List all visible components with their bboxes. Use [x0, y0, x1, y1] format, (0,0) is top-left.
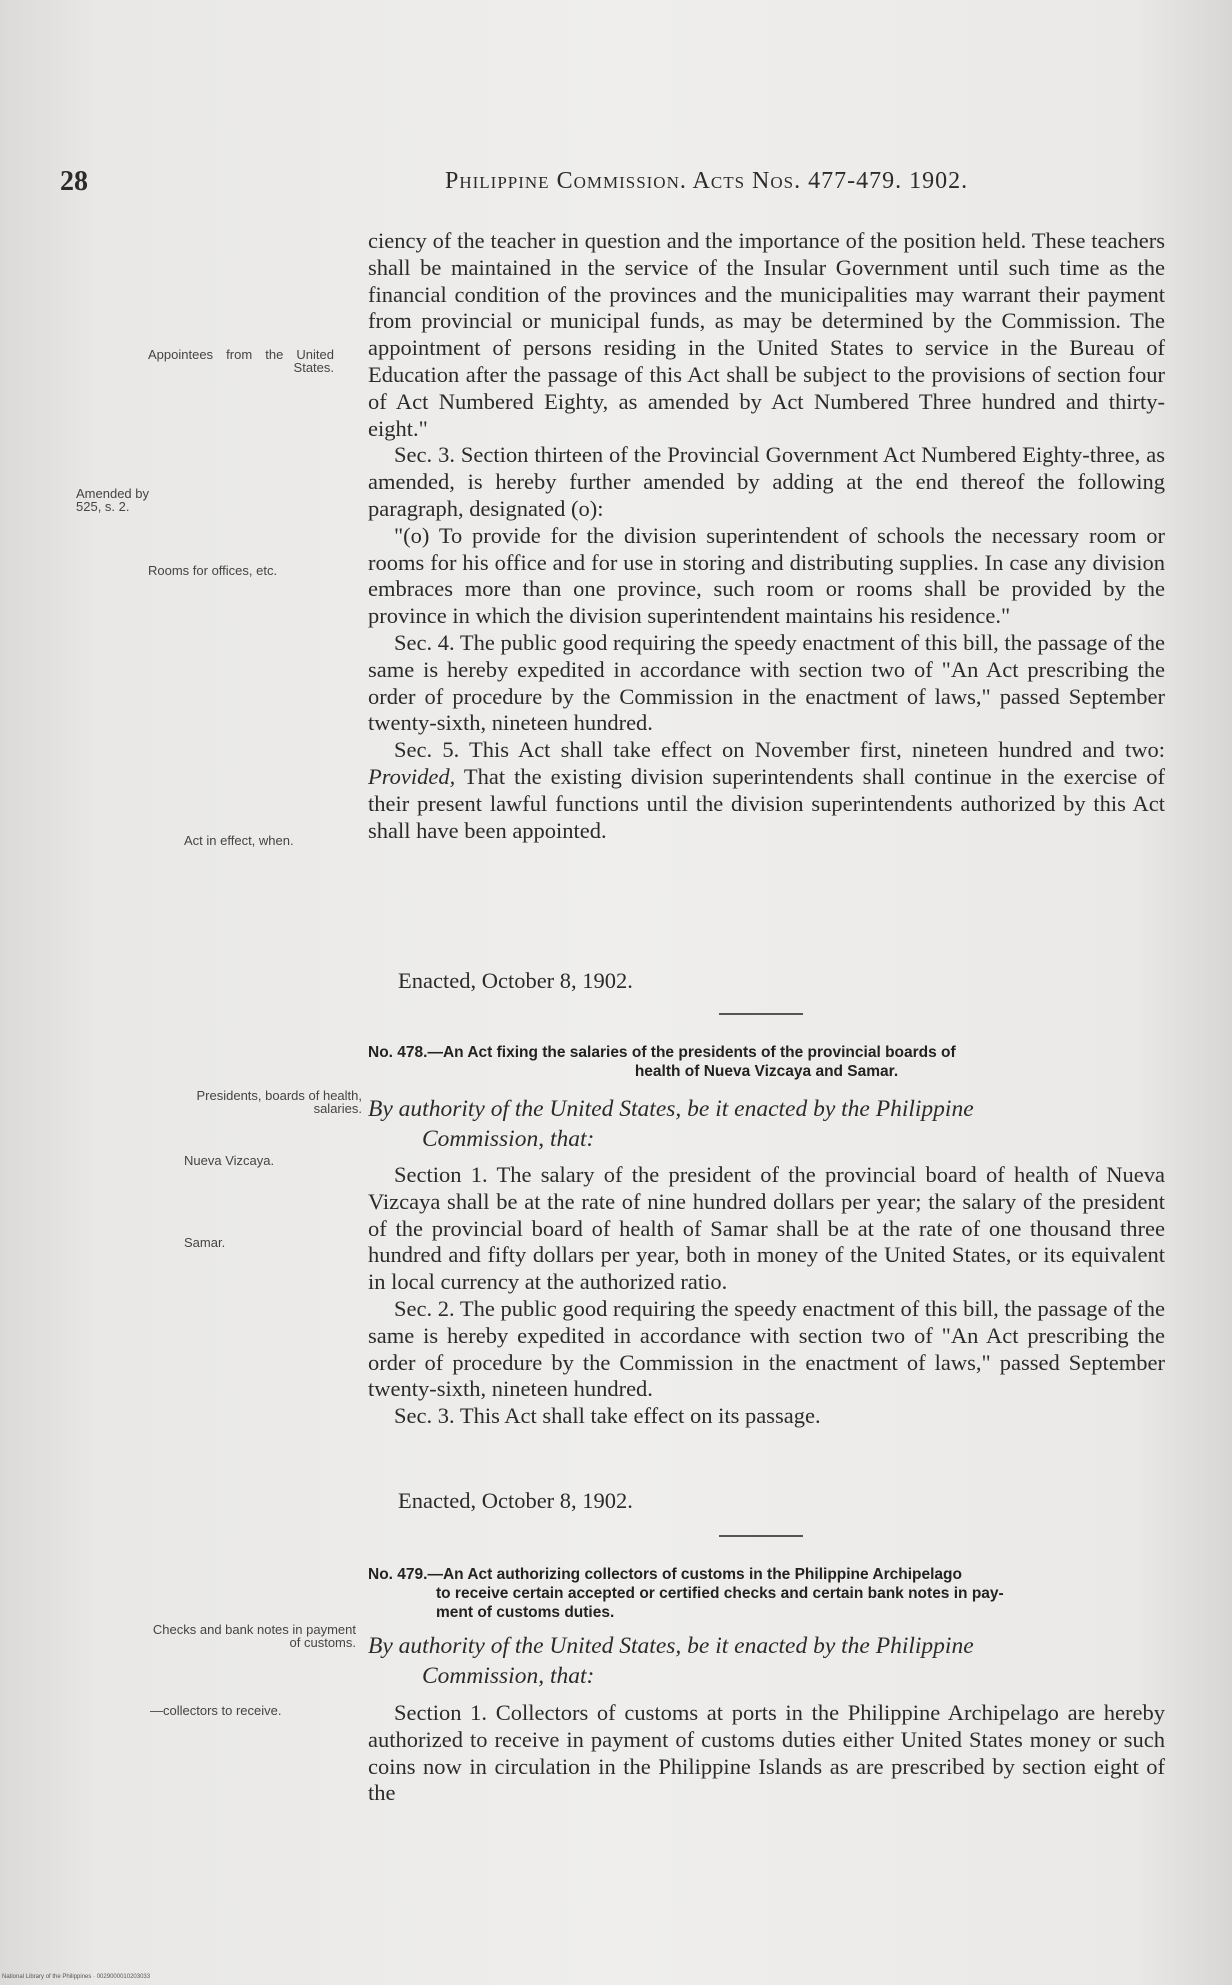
act479-title-line1: No. 479.—An Act authorizing collectors of customs in the Philippine Archipelago — [368, 1566, 962, 1583]
section-divider — [719, 1535, 803, 1537]
act479-title-line2: to receive certain accepted or certified checks and certain bank notes in pay- — [436, 1585, 1004, 1602]
margin-note-act-in-effect: Act in effect, when. — [184, 833, 294, 848]
act477-sec5 — [368, 737, 1165, 844]
margin-note-presidents: Presidents, boards of health, salaries. — [196, 1088, 362, 1116]
act479-title — [368, 1565, 1165, 1622]
act478-enacting-clause — [368, 1094, 1165, 1154]
page-number: 28 — [60, 166, 88, 197]
margin-note-checks: Checks and bank notes in payment of customs. — [152, 1622, 356, 1650]
act478-title — [368, 1043, 1165, 1081]
margin-note-amended: Amended by 525, s. 2. — [76, 486, 149, 514]
running-head: Philippine Commission. Acts Nos. 477-479. 1902. — [445, 168, 969, 194]
act479-body — [368, 1700, 1165, 1807]
margin-note-nueva-vizcaya: Nueva Vizcaya. — [184, 1153, 275, 1168]
scan-footer: National Library of the Philippines · 0029000010203033 — [2, 1974, 151, 1980]
act477-body — [368, 228, 1165, 844]
act477-sec3-quote: "(o) To provide for the division superintendent of schools the necessary room or rooms for his office and for use in storing and distributing supplies. In case any division embraces more than one province, such room or rooms shall be provided by the province in which the division superintendent maintains his residence." — [368, 522, 1165, 629]
act478-enacting-line1: By authority of the United States, be it enacted by the Philippine — [368, 1096, 974, 1122]
act477-sec5-provided: Provided, — [368, 763, 456, 789]
act477-sec3: Sec. 3. Section thirteen of the Provincial Government Act Numbered Eighty-three, as amended, is hereby further amended by adding at the end thereof the following paragraph, designated (o): — [368, 442, 1165, 521]
act477-para-continuation: ciency of the teacher in question and the importance of the position held. These teachers shall be maintained in the service of the Insular Government until such time as the financial condition of the provinces and the municipalities may warrant their payment from provincial or municipal funds, as may be determined by the Commission. The appointment of persons residing in the United States to service in the Bureau of Education after the passage of this Act shall be subject to the provisions of section four of Act Numbered Eighty, as amended by Act Numbered Three hundred and thirty-eight." — [368, 228, 1165, 441]
act479-sec1: Section 1. Collectors of customs at ports in the Philippine Archipelago are hereby authorized to receive in payment of customs duties either United States money or such coins now in circulation in the Philippine Islands as are prescribed by section eight of the — [368, 1700, 1165, 1806]
act477-sec5-end: That the existing division superintendents shall continue in the exercise of their present lawful functions until the division superintendents authorized by this Act shall have been appointed. — [368, 763, 1165, 843]
section-divider — [719, 1013, 803, 1015]
act477-enacted: Enacted, October 8, 1902. — [398, 968, 633, 993]
margin-note-samar: Samar. — [184, 1235, 226, 1250]
act477-sec4: Sec. 4. The public good requiring the speedy enactment of this bill, the passage of the same is hereby expedited in accordance with section two of "An Act prescribing the order of procedure by the Commission in the enactment of laws," passed September twenty-sixth, nineteen hundred. — [368, 629, 1165, 736]
act479-enacting-clause — [368, 1631, 1165, 1691]
act479-title-line3: ment of customs duties. — [436, 1604, 615, 1621]
act478-title-line1: No. 478.—An Act fixing the salaries of the presidents of the provincial boards of — [368, 1044, 956, 1061]
margin-note-rooms: Rooms for offices, etc. — [148, 563, 278, 578]
act478-enacted: Enacted, October 8, 1902. — [398, 1488, 633, 1513]
margin-note-appointees: Appointees from the United States. — [148, 347, 334, 375]
act478-body — [368, 1162, 1165, 1430]
act478-title-line2: health of Nueva Vizcaya and Samar. — [634, 1063, 899, 1080]
act478-sec2: Sec. 2. The public good requiring the speedy enactment of this bill, the passage of the same is hereby expedited in accordance with section two of "An Act prescribing the order of procedure by the Commission in the enactment of laws," passed September twenty-sixth, nineteen hundred. — [368, 1295, 1165, 1402]
act479-enacting-line1: By authority of the United States, be it enacted by the Philippine — [368, 1633, 974, 1659]
act479-enacting-line2: Commission, that: — [422, 1663, 595, 1689]
act478-sec3: Sec. 3. This Act shall take effect on its passage. — [394, 1403, 821, 1429]
act478-enacting-line2: Commission, that: — [422, 1126, 595, 1152]
act477-sec5-start: Sec. 5. This Act shall take effect on November first, nineteen hundred and two: — [394, 737, 1165, 763]
margin-note-collectors: —collectors to receive. — [150, 1703, 282, 1718]
act478-sec1: Section 1. The salary of the president of the provincial board of health of Nueva Vizcaya shall be at the rate of nine hundred dollars per year; the salary of the president of the provincial board of health of Samar shall be at the rate of one thousand three hundred and fifty dollars per year, both in money of the United States, or its equivalent in local currency at the authorized ratio. — [368, 1162, 1165, 1295]
